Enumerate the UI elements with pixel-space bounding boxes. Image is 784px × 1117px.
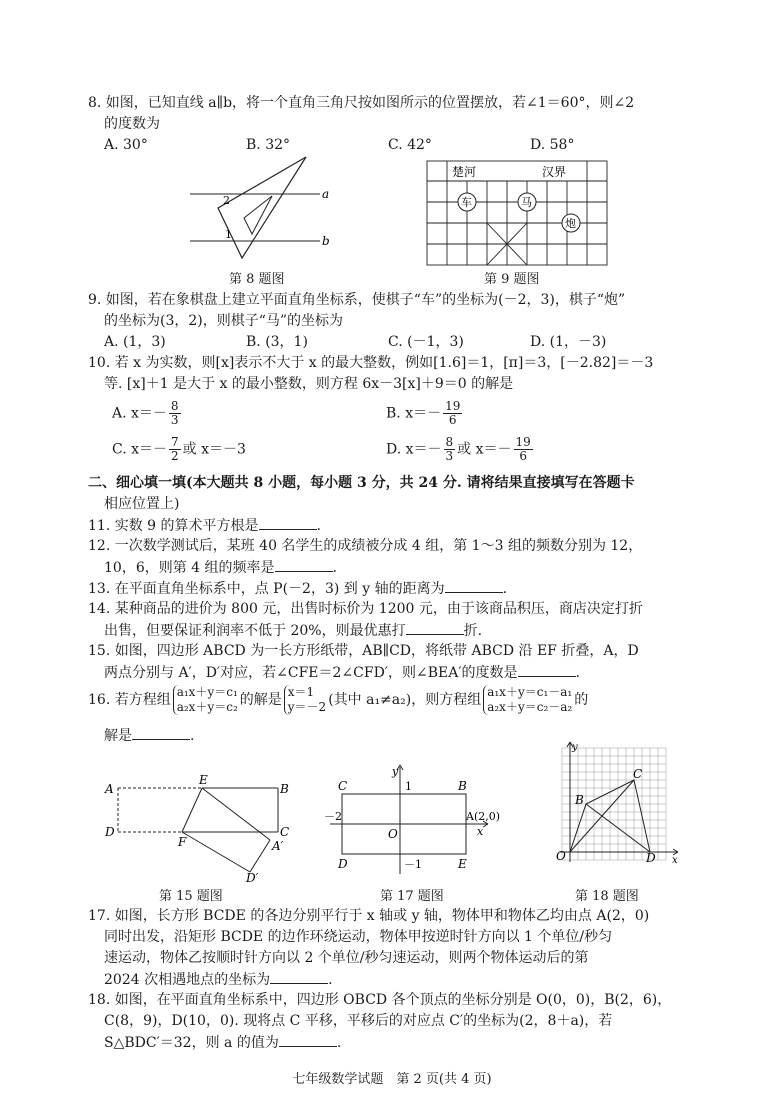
q13-answer-blank[interactable] — [445, 578, 503, 593]
piece-horse: 马 — [521, 196, 532, 209]
q18-line1: 18. 如图，在平面直角坐标系中，四边形 OBCD 各个顶点的坐标分别是 O(0，0)，B(2，6)， — [88, 992, 672, 1008]
q8-option-d: D. 58° — [530, 137, 575, 153]
q17-line3: 速运动，物体乙按顺时针方向以 2 个单位/秒匀速运动，则两个物体运动后的第 — [104, 950, 589, 966]
label-D-prime: D′ — [246, 871, 259, 882]
label-O: O — [388, 827, 398, 841]
label-B: B — [280, 782, 289, 796]
label-A-prime: A′ — [272, 839, 284, 853]
piece-cannon: 炮 — [565, 217, 576, 230]
label-minus-1: －1 — [404, 858, 422, 871]
label-O: O — [556, 849, 566, 863]
figure-15 — [102, 770, 302, 882]
label-1: 1 — [405, 780, 412, 793]
fig15-caption: 第 15 题图 — [159, 889, 223, 904]
q8-line1: 8. 如图，已知直线 a∥b，将一个直角三角尺按如图所示的位置摆放，若∠1＝60°，则∠2 — [88, 95, 635, 111]
label-b: b — [322, 234, 330, 248]
fig8-caption: 第 8 题图 — [229, 272, 285, 287]
q17-line1: 17. 如图，长方形 BCDE 的各边分别平行于 x 轴或 y 轴，物体甲和物体乙均由点 A(2，0) — [88, 908, 650, 924]
section2-heading-line2: 相应位置上) — [104, 496, 180, 512]
fig17-caption: 第 17 题图 — [380, 889, 444, 904]
q8-option-a: A. 30° — [104, 137, 148, 153]
label-D: D — [105, 825, 115, 839]
q9-option-b: B. (3，1) — [246, 334, 308, 350]
q12-line2: 10，6，则第 4 组的频率是 . — [104, 557, 337, 578]
q11-answer-blank[interactable] — [259, 515, 317, 530]
q10-line1: 10. 若 x 为实数，则[x]表示不大于 x 的最大整数，例如[1.6]＝1，[π]＝3，[－2.82]＝－3 — [88, 355, 654, 371]
label-angle-1: 1 — [225, 228, 232, 241]
label-B: B — [458, 779, 467, 793]
q8-line2: 的度数为 — [104, 116, 160, 132]
q8-option-c: C. 42° — [388, 137, 432, 153]
label-angle-2: 2 — [223, 194, 230, 207]
q14-line1: 14. 某种商品的进价为 800 元，出售时标价为 1200 元，由于该商品积压，商店决定打折 — [88, 601, 643, 617]
q11: 11. 实数 9 的算术平方根是 . — [88, 515, 321, 536]
page-footer: 七年级数学试题 第 2 页(共 4 页) — [292, 1072, 492, 1087]
figure-8 — [190, 152, 340, 264]
label-C: C — [633, 767, 643, 781]
piece-chariot: 车 — [461, 196, 472, 209]
q9-option-d: D. (1，－3) — [530, 334, 607, 350]
triangle-inner — [244, 196, 272, 234]
q12-answer-blank[interactable] — [275, 557, 333, 572]
q10-option-b: B. x＝－ $\frac{19}{6}$ — [386, 399, 461, 427]
label-B: B — [575, 793, 584, 807]
label-minus-2: －2 — [324, 810, 342, 823]
fig18-caption: 第 18 题图 — [575, 889, 639, 904]
q15-line2: 两点分别与 A′，D′对应，若∠CFE＝2∠CFD′，则∠BEA′的度数是 . — [104, 662, 580, 683]
q9-option-a: A. (1，3) — [104, 334, 166, 350]
section2-heading: 二、细心填一填(本大题共 8 小题，每小题 3 分，共 24 分. 请将结果直接填写在答题卡 — [88, 475, 635, 491]
q16-solution: x＝1 y＝－2 — [284, 685, 326, 715]
label-D: D — [646, 851, 656, 865]
q12-line1: 12. 一次数学测试后，某班 40 名学生的成绩被分成 4 组，第 1～3 组的频数分别为 12， — [88, 538, 643, 554]
q10-option-d: D. x＝－ $\frac{8}{3}$ 或 x＝－ $\frac{19}{6}$ — [386, 435, 531, 463]
q16-line1: 16. 若方程组 a₁x＋y＝c₁ a₂x＋y＝c₂ 的解是 x＝1 y＝－2 (其中 a₁≠a₂)，则方程组 a₁x＋y＝c₁－a₁ a₂x＋y＝c₂－a₂ 的 — [88, 685, 589, 714]
label-y: y — [572, 742, 578, 753]
q17-answer-blank[interactable] — [270, 969, 328, 984]
q9-line1: 9. 如图，若在象棋盘上建立平面直角坐标系，使棋子“车”的坐标为(－2，3)，棋子“炮” — [88, 292, 626, 308]
label-C: C — [280, 825, 290, 839]
q18-line3: S△BDC′＝32，则 a 的值为 . — [104, 1032, 341, 1053]
label-D: D — [338, 857, 348, 871]
q9-option-c: C. (－1，3) — [388, 334, 464, 350]
label-C: C — [338, 779, 348, 793]
label-F: F — [178, 835, 187, 849]
q14-line2: 出售，但要保证利润率不低于 20%，则最优惠打 折. — [104, 620, 482, 641]
label-A-point: A(2,0) — [466, 810, 501, 823]
label-E: E — [458, 857, 467, 871]
triangle-ruler — [218, 157, 306, 258]
q17-line4: 2024 次相遇地点的坐标为 . — [104, 969, 333, 990]
label-y: y — [392, 765, 399, 778]
fig9-caption: 第 9 题图 — [484, 272, 540, 287]
label-E: E — [199, 773, 208, 787]
q16-system-1: a₁x＋y＝c₁ a₂x＋y＝c₂ — [173, 685, 238, 715]
q10-line2: 等. [x]＋1 是大于 x 的最小整数，则方程 6x－3[x]＋9＝0 的解是 — [104, 376, 514, 392]
river-left-text: 楚河 — [452, 165, 477, 179]
q15-line1: 15. 如图，四边形 ABCD 为一长方形纸带，AB∥CD，将纸带 ABCD 沿 EF 折叠，A，D — [88, 643, 639, 659]
figure-9-chessboard — [426, 160, 608, 268]
q18-answer-blank[interactable] — [279, 1032, 337, 1047]
river-right-text: 汉界 — [542, 165, 567, 179]
q10-option-c: C. x＝－ $\frac{7}{2}$ 或 x＝－3 — [112, 435, 246, 463]
q17-line2: 同时出发，沿矩形 BCDE 的边作环绕运动，物体甲按逆时针方向以 1 个单位/秒匀 — [104, 929, 613, 945]
figure-18 — [544, 738, 684, 883]
q10-option-a: A. x＝－ $\frac{8}{3}$ — [112, 399, 179, 427]
q9-line2: 的坐标为(3，2)，则棋子“马”的坐标为 — [104, 313, 344, 329]
figure-17 — [320, 762, 520, 880]
q13: 13. 在平面直角坐标系中，点 P(－2，3) 到 y 轴的距离为 . — [88, 578, 507, 599]
q8-option-b: B. 32° — [246, 137, 291, 153]
q18-line2: C(8，9)，D(10，0). 现将点 C 平移，平移后的对应点 C′的坐标为(2，8＋a)，若 — [104, 1013, 613, 1029]
q16-line2: 解是 . — [104, 725, 194, 746]
label-x: x — [672, 855, 678, 866]
q16-system-2: a₁x＋y＝c₁－a₁ a₂x＋y＝c₂－a₂ — [483, 685, 572, 715]
label-A: A — [105, 782, 114, 796]
q16-answer-blank[interactable] — [132, 725, 190, 740]
label-x: x — [477, 825, 484, 838]
q15-answer-blank[interactable] — [518, 662, 576, 677]
label-a: a — [322, 187, 330, 201]
q14-answer-blank[interactable] — [406, 620, 464, 635]
